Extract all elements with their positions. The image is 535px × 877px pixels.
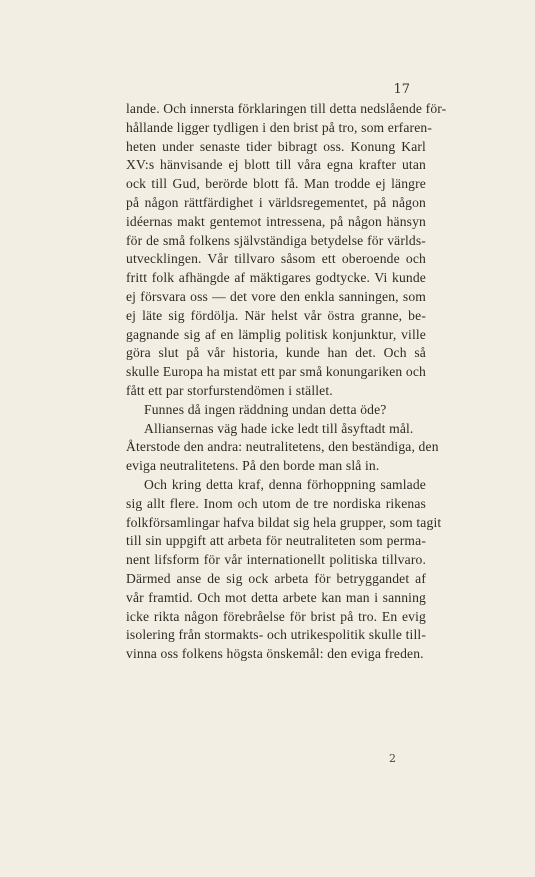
body-text [126, 100, 447, 664]
text-line: isolering från stormakts- och utrikespolitik skulle till- [126, 627, 427, 643]
text-line: icke rikta någon förebråelse för brist på tro. En evig [126, 608, 426, 624]
signature-mark: 2 [389, 752, 396, 765]
text-line: Alliansernas väg hade icke ledt till åsyftadt mål. [144, 420, 414, 436]
text-line: vinna oss folkens högsta önskemål: den eviga freden. [126, 646, 424, 662]
text-line: göra slut på vår historia, kunde han det. Och så [126, 345, 426, 361]
text-line: ej läte sig fördölja. När helst vår östra granne, be- [126, 307, 426, 323]
text-line: på någon rättfärdighet i världsregementet, på någon [126, 194, 426, 210]
text-line: Funnes då ingen räddning undan detta öde? [144, 401, 387, 417]
text-line: Därmed anse de sig ock arbeta för betryggandet af [126, 570, 426, 586]
text-line: skulle Europa ha mistat ett par små konungariken och [126, 364, 426, 380]
text-line: idéernas makt gentemot intressena, på någon hänsyn [126, 213, 426, 229]
text-line: sig allt flere. Inom och utom de tre nordiska rikenas [126, 495, 426, 511]
text-line: till sin uppgift att arbeta för neutraliteten som perma- [126, 533, 426, 549]
text-line: ej försvara oss — det vore den enkla sanningen, som [126, 288, 426, 304]
text-line: lande. Och innersta förklaringen till detta nedslående för- [126, 101, 447, 116]
text-line: XV:s hänvisande ej blott till våra egna krafter utan [126, 157, 426, 173]
text-line: heten under senaste tider bibragt oss. Konung Karl [126, 138, 426, 154]
page-number: 17 [393, 82, 410, 97]
text-line: Och kring detta kraf, denna förhoppning samlade [144, 476, 426, 492]
text-line: ock till Gud, berörde blott få. Man trodde ej längre [126, 176, 426, 192]
text-line: eviga neutralitetens. På den borde man slå in. [126, 458, 380, 474]
text-line: utvecklingen. Vår tillvaro såsom ett oberoende och [126, 251, 426, 267]
text-line: vår framtid. Och mot detta arbete kan man i sanning [126, 589, 426, 605]
text-line: hållande ligger tydligen i den brist på tro, som erfaren- [126, 119, 433, 135]
text-line: nent lifsform för vår internationellt politiska tillvaro. [126, 552, 426, 568]
text-line: för de små folkens självständiga betydelse för världs- [126, 232, 426, 248]
text-line: fritt folk afhängde af mäktigares godtycke. Vi kunde [126, 270, 426, 286]
text-line: gagnande sig af en lämplig politisk konjunktur, ville [126, 326, 426, 342]
text-line: fått ett par storfurstendömen i stället. [126, 382, 333, 398]
text-line: Återstode den andra: neutralitetens, den beständiga, den [126, 439, 439, 455]
text-line: folkförsamlingar hafva bildat sig hela grupper, som tagit [126, 514, 442, 530]
